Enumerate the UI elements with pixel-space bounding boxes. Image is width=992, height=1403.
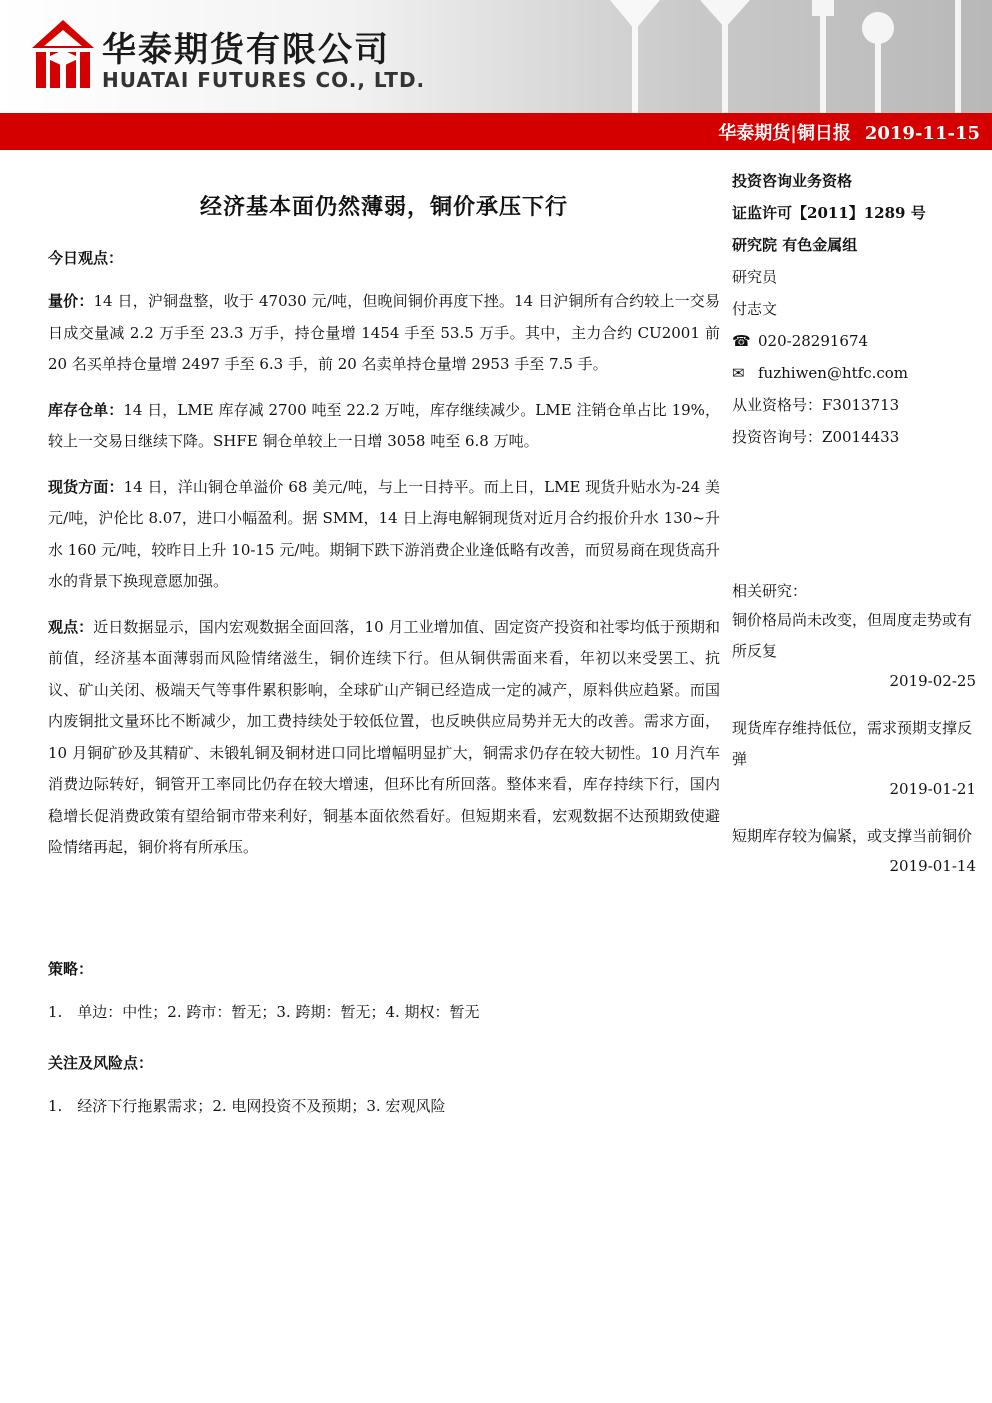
cert-label: 从业资格号：	[732, 396, 823, 414]
company-name-cn: 华泰期货有限公司	[102, 30, 390, 70]
related-date: 2019-01-21	[889, 780, 976, 798]
list-item[interactable]	[732, 821, 984, 880]
list-item[interactable]	[732, 605, 984, 695]
report-date: 2019-11-15	[864, 123, 980, 144]
analyst-name: 付志文	[732, 300, 778, 318]
paragraph-text: 14 日，沪铜盘整，收于 47030 元/吨，但晚间铜价再度下挫。14 日沪铜所有合约较上一交易日成交量减 2.2 万手至 23.3 万手，持仓量增 1454 手至 53.5 万手。其中，主力合约 CU2001 前 20 名买单持仓量增 2497 手至 6.3 手，前 20 名卖单持仓量增 2953 手至 7.5 手。	[48, 292, 720, 373]
strategy-section	[48, 958, 720, 1146]
cert-row	[732, 389, 984, 421]
paragraph-lead: 现货方面：	[48, 477, 124, 496]
consult-label: 投资咨询号：	[732, 428, 823, 446]
huatai-logo-icon	[32, 20, 94, 90]
company-name-en: HUATAI FUTURES CO., LTD.	[102, 68, 426, 92]
today-view-heading: 今日观点：	[48, 249, 124, 267]
email-address[interactable]: fuzhiwen@htfc.com	[758, 364, 909, 382]
related-date: 2019-02-25	[889, 672, 976, 690]
report-bar	[0, 113, 992, 150]
related-date: 2019-01-14	[889, 857, 976, 875]
paragraph-lead: 量价：	[48, 292, 94, 310]
page-title: 经济基本面仍然薄弱，铜价承压下行	[199, 194, 568, 220]
role: 研究员	[732, 268, 778, 286]
envelope-icon: ✉	[732, 364, 745, 382]
sidebar-contact	[732, 165, 984, 453]
paragraph-text: 14 日，LME 库存减 2700 吨至 22.2 万吨，库存继续减少。LME 注销仓单占比 19%，较上一交易日继续下降。SHFE 铜仓单较上一日增 3058 吨至 6.8 万吨。	[48, 400, 720, 450]
paragraph-text: 近日数据显示，国内宏观数据全面回落，10 月工业增加值、固定资产投资和社零均低于预期和前值，经济基本面薄弱而风险情绪滋生，铜价连续下行。但从铜供需面来看，年初以来受罢工、抗议、矿山关闭、极端天气等事件累积影响，全球矿山产铜已经造成一定的减产，原料供应趋紧。而国内废铜批文量环比不断减少，加工费持续处于较低位置，也反映供应局势并无大的改善。需求方面，10 月铜矿砂及其精矿、未锻轧铜及铜材进口同比增幅明显扩大，铜需求仍存在较大韧性。10 月汽车消费边际转好，铜管开工率同比仍存在较大增速，但环比有所回落。整体来看，库存持续下行，国内稳增长促消费政策有望给铜市带来利好，铜基本面依然看好。但短期来看，宏观数据不达预期致使避险情绪再起，铜价将有所承压。	[48, 617, 720, 856]
consult-number: Z0014433	[822, 428, 900, 446]
related-research	[732, 577, 984, 898]
paragraph-inventory	[48, 395, 720, 458]
qualification-title: 投资咨询业务资格	[732, 172, 853, 190]
consult-row	[732, 421, 984, 453]
cert-number: F3013713	[822, 396, 900, 414]
related-title[interactable]: 短期库存较为偏紧，或支撑当前铜价	[732, 827, 973, 845]
department: 研究院 有色金属组	[732, 236, 858, 254]
phone-row	[732, 325, 984, 357]
related-title[interactable]: 现货库存维持低位，需求预期支撑反弹	[732, 719, 973, 768]
page-header	[0, 0, 992, 113]
paragraph-price	[48, 286, 720, 381]
risk-heading: 关注及风险点：	[48, 1054, 154, 1072]
strategy-heading: 策略：	[48, 960, 94, 978]
strategy-item: 1. 单边：中性；2. 跨市：暂无；3. 跨期：暂无；4. 期权：暂无	[48, 1003, 480, 1021]
email-row	[732, 357, 984, 389]
paragraph-lead: 库存仓单：	[48, 400, 124, 419]
paragraph-text: 14 日，洋山铜仓单溢价 68 美元/吨，与上一日持平。而上日，LME 现货升贴水为-24 美元/吨，沪伦比 8.07，进口小幅盈利。据 SMM，14 日上海电解铜现货对近月合约报价升水 130~升水 160 元/吨，较昨日上升 10-15 元/吨。期铜下跌下游消费企业逢低略有改善，而贸易商在现货高升水的背景下换现意愿加强。	[48, 477, 720, 590]
related-title[interactable]: 铜价格局尚未改变，但周度走势或有所反复	[732, 611, 973, 660]
related-heading: 相关研究：	[732, 582, 808, 600]
list-item[interactable]	[732, 713, 984, 803]
license-number: 证监许可【2011】1289 号	[732, 204, 926, 222]
paragraph-lead: 观点：	[48, 617, 94, 636]
main-content	[48, 160, 720, 878]
paragraph-view	[48, 612, 720, 864]
report-label: 华泰期货|铜日报	[718, 123, 851, 144]
phone-number: 020-28291674	[758, 332, 869, 350]
paragraph-spot	[48, 472, 720, 598]
risk-item: 1. 经济下行拖累需求；2. 电网投资不及预期；3. 宏观风险	[48, 1097, 446, 1115]
phone-icon: ☎	[732, 332, 751, 350]
